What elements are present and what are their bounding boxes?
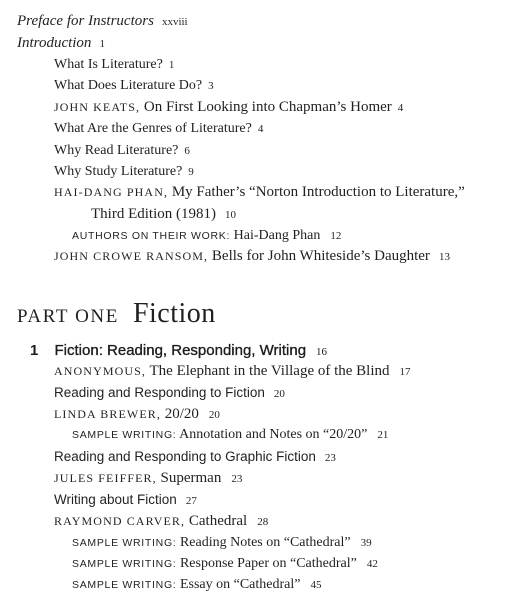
chapter-title: Fiction: Reading, Responding, Writing <box>54 342 307 359</box>
toc-section[interactable] <box>54 386 285 400</box>
toc-entry[interactable] <box>54 364 411 379</box>
page-number: 4 <box>397 102 404 114</box>
toc-title: Introduction <box>17 35 92 51</box>
toc-section-title: Writing about Fiction <box>54 492 177 507</box>
page-number: 21 <box>377 429 389 441</box>
toc-entry[interactable] <box>72 557 378 571</box>
page-number: 23 <box>324 452 336 464</box>
toc-title: The Elephant in the Village of the Blind <box>149 363 390 379</box>
toc-entry[interactable] <box>54 471 242 486</box>
page-number: 3 <box>208 80 214 92</box>
page-number: xxviii <box>161 16 188 28</box>
toc-title: Cathedral <box>188 513 248 529</box>
page-number: 12 <box>330 230 342 242</box>
page-number: 27 <box>185 495 197 507</box>
toc-title: 20/20 <box>164 406 199 422</box>
page-number: 17 <box>399 366 411 378</box>
part-heading <box>17 300 216 328</box>
toc-entry[interactable] <box>54 249 450 264</box>
toc-entry-continuation[interactable] <box>91 207 236 222</box>
toc-title: Bells for John Whiteside’s Daughter <box>211 248 430 264</box>
toc-title: Preface for Instructors <box>17 13 154 29</box>
page-number: 20 <box>208 409 220 421</box>
page-number: 13 <box>438 251 450 263</box>
toc-label: AUTHORS ON THEIR WORK: <box>72 230 231 242</box>
chapter-number: 1 <box>30 342 39 359</box>
toc-author: JOHN CROWE RANSOM, <box>54 249 209 263</box>
toc-label: SAMPLE WRITING: <box>72 579 177 591</box>
toc-author: HAI-DANG PHAN, <box>54 185 169 199</box>
toc-section[interactable] <box>54 493 197 507</box>
toc-title: Essay on “Cathedral” <box>179 577 301 592</box>
toc-entry[interactable] <box>72 428 388 442</box>
toc-label: SAMPLE WRITING: <box>72 558 177 570</box>
toc-entry[interactable] <box>54 185 465 200</box>
toc-entry[interactable] <box>54 122 263 136</box>
toc-title: Annotation and Notes on “20/20” <box>179 427 368 442</box>
toc-title: What Are the Genres of Literature? <box>54 121 252 136</box>
page-number: 4 <box>257 123 264 135</box>
part-label: PART ONE <box>17 306 119 327</box>
chapter-heading[interactable] <box>30 343 327 358</box>
toc-title: Why Read Literature? <box>54 143 179 158</box>
toc-label: SAMPLE WRITING: <box>72 429 177 441</box>
page-number: 23 <box>231 473 243 485</box>
toc-entry[interactable] <box>54 144 190 158</box>
toc-author: LINDA BREWER, <box>54 407 161 421</box>
toc-title: Response Paper on “Cathedral” <box>179 556 357 571</box>
toc-title: Third Edition (1981) <box>91 206 216 222</box>
toc-section-title: Reading and Responding to Graphic Fiction <box>54 449 316 464</box>
toc-entry[interactable] <box>72 229 341 243</box>
toc-entry[interactable] <box>54 58 174 72</box>
toc-entry[interactable] <box>54 407 220 422</box>
toc-title: Superman <box>160 470 222 486</box>
page-number: 45 <box>310 579 322 591</box>
toc-entry[interactable] <box>54 79 214 93</box>
toc-entry[interactable] <box>72 536 372 550</box>
toc-entry[interactable] <box>54 100 403 115</box>
page-number: 10 <box>224 209 236 221</box>
page-number: 20 <box>273 388 285 400</box>
page-number: 42 <box>366 558 378 570</box>
toc-label: SAMPLE WRITING: <box>72 537 177 549</box>
toc-title: Reading Notes on “Cathedral” <box>179 535 351 550</box>
toc-title: What Does Literature Do? <box>54 78 203 93</box>
toc-introduction[interactable] <box>17 36 105 51</box>
toc-author: JOHN KEATS, <box>54 100 141 114</box>
page-number: 6 <box>184 145 190 157</box>
toc-section-title: Reading and Responding to Fiction <box>54 385 265 400</box>
toc-author: RAYMOND CARVER, <box>54 514 186 528</box>
toc-title: Hai-Dang Phan <box>233 228 321 243</box>
page-number: 1 <box>99 38 105 50</box>
toc-section[interactable] <box>54 450 336 464</box>
toc-entry[interactable] <box>72 578 321 592</box>
toc-author: ANONYMOUS, <box>54 364 147 378</box>
page-number: 1 <box>168 59 175 71</box>
toc-entry[interactable] <box>54 514 268 529</box>
toc-title: What Is Literature? <box>54 57 163 72</box>
page-number: 39 <box>360 537 372 549</box>
toc-title: Why Study Literature? <box>54 164 183 179</box>
page-number: 9 <box>188 166 194 178</box>
toc-title: On First Looking into Chapman’s Homer <box>143 99 392 115</box>
page-number: 16 <box>316 346 328 358</box>
toc-author: JULES FEIFFER, <box>54 471 157 485</box>
toc-preface[interactable] <box>17 14 188 29</box>
page-number: 28 <box>257 516 269 528</box>
toc-title: My Father’s “Norton Introduction to Literature,” <box>171 184 465 200</box>
toc-entry[interactable] <box>54 165 194 179</box>
part-title: Fiction <box>132 298 216 329</box>
